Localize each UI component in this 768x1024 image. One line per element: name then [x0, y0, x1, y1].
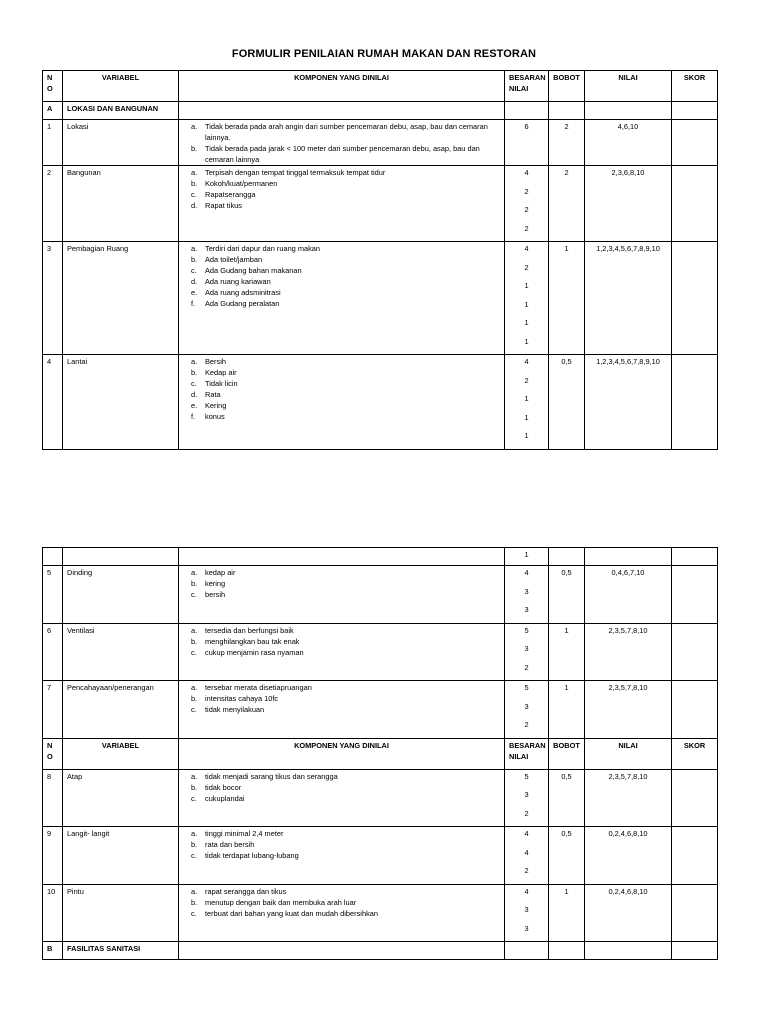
besaran-value: 5 — [524, 771, 529, 781]
criteria-item — [191, 287, 500, 298]
criteria-list — [183, 886, 500, 919]
criteria-item — [191, 356, 500, 367]
criteria-item — [191, 178, 500, 189]
criteria-letter: b. — [191, 840, 198, 849]
criteria-item — [191, 143, 500, 165]
continuation-row — [43, 548, 718, 566]
besaran-value: 2 — [524, 262, 529, 272]
criteria-text: terbuat dari bahan yang kuat dan mudah dibersihkan — [205, 908, 378, 918]
besaran-value: 1 — [524, 299, 529, 309]
empty-cell — [179, 102, 505, 120]
criteria-letter: a. — [191, 625, 198, 635]
row-nilai: 2,3,5,7,8,10 — [585, 681, 672, 739]
criteria-item — [191, 276, 500, 287]
empty-cell — [549, 548, 585, 566]
row-nilai: 0,4,6,7,10 — [585, 566, 672, 624]
row-komponen — [179, 623, 505, 681]
row-number: 8 — [43, 769, 63, 827]
criteria-text: cukup menjamin rasa nyaman — [205, 647, 304, 657]
empty-cell — [585, 102, 672, 120]
row-besaran — [505, 120, 549, 166]
criteria-item — [191, 897, 500, 908]
criteria-letter: b. — [191, 636, 198, 646]
criteria-letter: b. — [191, 144, 198, 153]
criteria-item — [191, 578, 500, 589]
row-number: 6 — [43, 623, 63, 681]
header-no: N O — [43, 738, 63, 769]
besaran-value: 1 — [524, 318, 529, 327]
criteria-text: tersedia dan berfungsi baik — [205, 625, 294, 635]
empty-cell — [585, 548, 672, 566]
criteria-text: kedap air — [205, 568, 236, 577]
row-skor — [672, 884, 718, 942]
row-bobot: 2 — [549, 120, 585, 166]
criteria-letter: c. — [191, 793, 197, 803]
row-bobot: 0,5 — [549, 355, 585, 450]
row-skor — [672, 769, 718, 827]
criteria-letter: a. — [191, 568, 198, 577]
criteria-text: Tidak licin — [205, 379, 238, 388]
criteria-text: tidak bocor — [205, 782, 242, 792]
criteria-item — [191, 389, 500, 400]
criteria-item — [191, 567, 500, 578]
section-row — [43, 102, 718, 120]
row-besaran — [505, 623, 549, 681]
criteria-list — [183, 243, 500, 309]
table-row — [43, 120, 718, 166]
header-nilai: NILAI — [585, 71, 672, 102]
criteria-list — [183, 625, 500, 658]
criteria-letter: a. — [191, 244, 198, 253]
section-label: LOKASI DAN BANGUNAN — [63, 102, 179, 120]
criteria-item — [191, 265, 500, 276]
criteria-item — [191, 411, 500, 422]
besaran-value: 2 — [524, 808, 529, 818]
criteria-letter: c. — [191, 647, 197, 657]
row-number: 5 — [43, 566, 63, 624]
row-nilai: 1,2,3,4,5,6,7,8,9,10 — [585, 242, 672, 355]
header-besaran: BESARAN NILAI — [505, 738, 549, 769]
criteria-item — [191, 189, 500, 200]
row-skor — [672, 827, 718, 885]
besaran-value: 5 — [524, 683, 529, 692]
row-nilai: 2,3,5,7,8,10 — [585, 769, 672, 827]
header-skor: SKOR — [672, 71, 718, 102]
header-variabel: VARIABEL — [63, 71, 179, 102]
criteria-text: tidak terdapat lubang-lubang — [205, 851, 299, 860]
header-variabel: VARIABEL — [63, 738, 179, 769]
besaran-value: 6 — [524, 122, 529, 131]
header-komponen: KOMPONEN YANG DINILAI — [179, 71, 505, 102]
besaran-value: 2 — [524, 375, 529, 385]
row-nilai: 2,3,5,7,8,10 — [585, 623, 672, 681]
criteria-letter: d. — [191, 277, 198, 286]
criteria-item — [191, 243, 500, 254]
row-variabel: Langit- langit — [63, 827, 179, 885]
criteria-letter: a. — [191, 683, 198, 692]
row-nilai: 0,2,4,6,8,10 — [585, 827, 672, 885]
row-skor — [672, 120, 718, 166]
criteria-list — [183, 167, 500, 211]
row-bobot: 0,5 — [549, 769, 585, 827]
criteria-text: Kokoh/kuat/permanen — [205, 179, 278, 188]
empty-cell — [179, 942, 505, 960]
criteria-item — [191, 200, 500, 211]
assessment-table-1 — [42, 70, 718, 450]
page-title: FORMULIR PENILAIAN RUMAH MAKAN DAN RESTORAN — [231, 48, 537, 60]
criteria-item — [191, 886, 500, 897]
empty-cell — [505, 942, 549, 960]
besaran-value: 2 — [524, 205, 529, 214]
criteria-text: Tidak berada pada jarak < 100 meter dari sumber pencemaran debu, asap, bau dan cemaran lainnya — [205, 144, 480, 164]
row-bobot: 0,5 — [549, 827, 585, 885]
criteria-item — [191, 625, 500, 636]
empty-cell — [672, 548, 718, 566]
criteria-letter: b. — [191, 179, 198, 188]
criteria-letter: d. — [191, 390, 198, 399]
section-code: A — [43, 102, 63, 120]
besaran-value: 4 — [524, 168, 529, 177]
criteria-letter: b. — [191, 255, 198, 264]
criteria-item — [191, 828, 500, 839]
empty-cell — [549, 102, 585, 120]
criteria-text: rata dan bersih — [205, 840, 255, 849]
criteria-item — [191, 378, 500, 389]
header-bobot: BOBOT — [549, 71, 585, 102]
criteria-letter: a. — [191, 771, 198, 781]
row-skor — [672, 166, 718, 242]
criteria-text: menutup dengan baik dan membuka arah luar — [205, 897, 357, 907]
row-variabel: Dinding — [63, 566, 179, 624]
row-bobot: 1 — [549, 681, 585, 739]
besaran-value: 1 — [524, 394, 529, 403]
empty-cell — [505, 102, 549, 120]
criteria-text: tidak menyilakuan — [205, 705, 265, 714]
header-row — [43, 71, 718, 102]
criteria-item — [191, 121, 500, 143]
header-no: N O — [43, 71, 63, 102]
row-number: 3 — [43, 242, 63, 355]
criteria-letter: b. — [191, 368, 198, 377]
criteria-item — [191, 647, 500, 658]
table-row — [43, 242, 718, 355]
table-row — [43, 166, 718, 242]
criteria-text: Terdiri dari dapur dan ruang makan — [205, 244, 321, 253]
criteria-item — [191, 839, 500, 850]
assessment-table-2 — [42, 547, 718, 960]
besaran-value: 1 — [524, 281, 529, 290]
besaran-value: 1 — [524, 336, 529, 346]
row-skor — [672, 242, 718, 355]
criteria-letter: c. — [191, 190, 197, 199]
besaran-value: 5 — [524, 625, 529, 635]
table-row — [43, 884, 718, 942]
row-number: 4 — [43, 355, 63, 450]
row-bobot: 2 — [549, 166, 585, 242]
section-label: FASILITAS SANITASI — [63, 942, 179, 960]
criteria-letter: a. — [191, 357, 198, 366]
empty-cell — [672, 942, 718, 960]
row-besaran — [505, 769, 549, 827]
table-row — [43, 355, 718, 450]
criteria-letter: c. — [191, 266, 197, 275]
header-skor: SKOR — [672, 738, 718, 769]
row-variabel: Pembagian Ruang — [63, 242, 179, 355]
criteria-letter: c. — [191, 379, 197, 388]
criteria-text: cukuplandai — [205, 793, 245, 803]
criteria-list — [183, 771, 500, 804]
criteria-text: Kedap air — [205, 368, 237, 377]
criteria-item — [191, 771, 500, 782]
criteria-item — [191, 254, 500, 265]
criteria-text: tidak menjadi sarang tikus dan serangga — [205, 771, 338, 781]
row-bobot: 1 — [549, 623, 585, 681]
criteria-item — [191, 400, 500, 411]
row-bobot: 0,5 — [549, 566, 585, 624]
criteria-letter: c. — [191, 908, 197, 918]
row-variabel: Pintu — [63, 884, 179, 942]
criteria-text: Bersih — [205, 357, 226, 366]
row-komponen — [179, 566, 505, 624]
criteria-item — [191, 850, 500, 861]
criteria-letter: c. — [191, 851, 197, 860]
besaran-value: 3 — [524, 644, 529, 653]
row-komponen — [179, 166, 505, 242]
empty-cell — [672, 102, 718, 120]
besaran-value: 4 — [524, 357, 529, 366]
criteria-letter: b. — [191, 694, 198, 703]
row-besaran — [505, 242, 549, 355]
continuation-value: 1 — [505, 548, 549, 566]
criteria-text: menghilangkan bau tak enak — [205, 636, 300, 646]
criteria-letter: e. — [191, 288, 198, 297]
row-besaran — [505, 681, 549, 739]
row-besaran — [505, 566, 549, 624]
besaran-value: 4 — [524, 829, 529, 838]
besaran-value: 4 — [524, 847, 529, 857]
row-variabel: Ventilasi — [63, 623, 179, 681]
criteria-letter: b. — [191, 782, 198, 792]
criteria-list — [183, 682, 500, 715]
criteria-text: Rapat tikus — [205, 201, 242, 210]
criteria-text: bersih — [205, 590, 226, 599]
besaran-value: 4 — [524, 244, 529, 253]
criteria-letter: a. — [191, 122, 198, 131]
criteria-letter: a. — [191, 829, 198, 838]
besaran-value: 4 — [524, 886, 529, 896]
criteria-text: konus — [205, 412, 225, 421]
table-row — [43, 769, 718, 827]
row-variabel: Atap — [63, 769, 179, 827]
criteria-letter: f. — [191, 299, 196, 308]
row-besaran — [505, 827, 549, 885]
row-variabel: Lokasi — [63, 120, 179, 166]
criteria-text: tinggi minimal 2,4 meter — [205, 829, 284, 838]
row-komponen — [179, 769, 505, 827]
criteria-text: tersebar merata disetiapruangan — [205, 683, 312, 692]
criteria-text: Ada ruang adsminitrasi — [205, 288, 281, 297]
criteria-item — [191, 636, 500, 647]
header-nilai: NILAI — [585, 738, 672, 769]
criteria-item — [191, 589, 500, 600]
row-besaran — [505, 166, 549, 242]
row-number: 10 — [43, 884, 63, 942]
criteria-item — [191, 908, 500, 919]
row-skor — [672, 623, 718, 681]
criteria-text: Terpisah dengan tempat tinggal termaksuk tempat tidur — [205, 168, 386, 177]
row-komponen — [179, 355, 505, 450]
besaran-value: 3 — [524, 701, 529, 711]
criteria-text: Tidak berada pada arah angin dari sumber pencemaran debu, asap, bau dan cemaran lainnya. — [205, 122, 488, 142]
empty-cell — [63, 548, 179, 566]
row-skor — [672, 566, 718, 624]
row-nilai: 4,6,10 — [585, 120, 672, 166]
section-row — [43, 942, 718, 960]
criteria-text: kering — [205, 579, 226, 588]
table-row — [43, 681, 718, 739]
besaran-value: 2 — [524, 720, 529, 729]
criteria-text: Ada Gudang peralatan — [205, 299, 280, 308]
besaran-value: 3 — [524, 605, 529, 614]
besaran-value: 4 — [524, 568, 529, 577]
header-besaran: BESARAN NILAI — [505, 71, 549, 102]
row-skor — [672, 681, 718, 739]
row-variabel: Lantai — [63, 355, 179, 450]
empty-cell — [43, 548, 63, 566]
criteria-text: Rata — [205, 390, 221, 399]
row-number: 2 — [43, 166, 63, 242]
row-nilai: 2,3,6,8,10 — [585, 166, 672, 242]
besaran-value: 3 — [524, 905, 529, 914]
row-variabel: Bangunan — [63, 166, 179, 242]
besaran-value: 2 — [524, 662, 529, 672]
criteria-letter: b. — [191, 579, 198, 588]
besaran-value: 1 — [524, 412, 529, 422]
besaran-value: 1 — [524, 431, 529, 440]
criteria-letter: a. — [191, 168, 198, 177]
criteria-letter: a. — [191, 886, 198, 896]
row-variabel: Pencahayaan/penerangan — [63, 681, 179, 739]
empty-cell — [179, 548, 505, 566]
row-nilai: 0,2,4,6,8,10 — [585, 884, 672, 942]
row-komponen — [179, 884, 505, 942]
row-besaran — [505, 884, 549, 942]
criteria-item — [191, 682, 500, 693]
table-row — [43, 566, 718, 624]
criteria-letter: c. — [191, 590, 197, 599]
row-bobot: 1 — [549, 242, 585, 355]
criteria-item — [191, 704, 500, 715]
criteria-item — [191, 298, 500, 309]
besaran-value: 3 — [524, 790, 529, 799]
criteria-list — [183, 121, 500, 165]
criteria-item — [191, 167, 500, 178]
row-komponen — [179, 681, 505, 739]
criteria-list — [183, 356, 500, 422]
criteria-item — [191, 782, 500, 793]
criteria-text: Ada ruang kariawan — [205, 277, 271, 286]
criteria-text: Rapatserangga — [205, 190, 256, 199]
header-row — [43, 738, 718, 769]
row-number: 7 — [43, 681, 63, 739]
criteria-item — [191, 693, 500, 704]
row-nilai: 1,2,3,4,5,6,7,8,9,10 — [585, 355, 672, 450]
criteria-text: Ada toilet/jamban — [205, 255, 263, 264]
criteria-letter: d. — [191, 201, 198, 210]
row-number: 1 — [43, 120, 63, 166]
criteria-text: Ada Gudang bahan makanan — [205, 266, 302, 275]
section-code: B — [43, 942, 63, 960]
row-bobot: 1 — [549, 884, 585, 942]
criteria-item — [191, 793, 500, 804]
criteria-text: Kering — [205, 401, 227, 410]
row-skor — [672, 355, 718, 450]
row-komponen — [179, 827, 505, 885]
criteria-text: rapat serangga dan tikus — [205, 886, 287, 896]
header-komponen: KOMPONEN YANG DINILAI — [179, 738, 505, 769]
row-number: 9 — [43, 827, 63, 885]
besaran-value: 3 — [524, 923, 529, 933]
criteria-letter: f. — [191, 412, 196, 421]
besaran-value: 2 — [524, 223, 529, 233]
besaran-value: 3 — [524, 586, 529, 596]
header-bobot: BOBOT — [549, 738, 585, 769]
besaran-value: 2 — [524, 186, 529, 196]
criteria-list — [183, 828, 500, 861]
besaran-value: 2 — [524, 866, 529, 875]
empty-cell — [585, 942, 672, 960]
criteria-list — [183, 567, 500, 600]
row-komponen — [179, 242, 505, 355]
table-row — [43, 827, 718, 885]
table-row — [43, 623, 718, 681]
criteria-letter: c. — [191, 705, 197, 714]
criteria-text: intensitas cahaya 10fc — [205, 694, 279, 703]
row-besaran — [505, 355, 549, 450]
empty-cell — [549, 942, 585, 960]
criteria-letter: b. — [191, 897, 198, 907]
criteria-letter: e. — [191, 401, 198, 410]
criteria-item — [191, 367, 500, 378]
row-komponen — [179, 120, 505, 166]
